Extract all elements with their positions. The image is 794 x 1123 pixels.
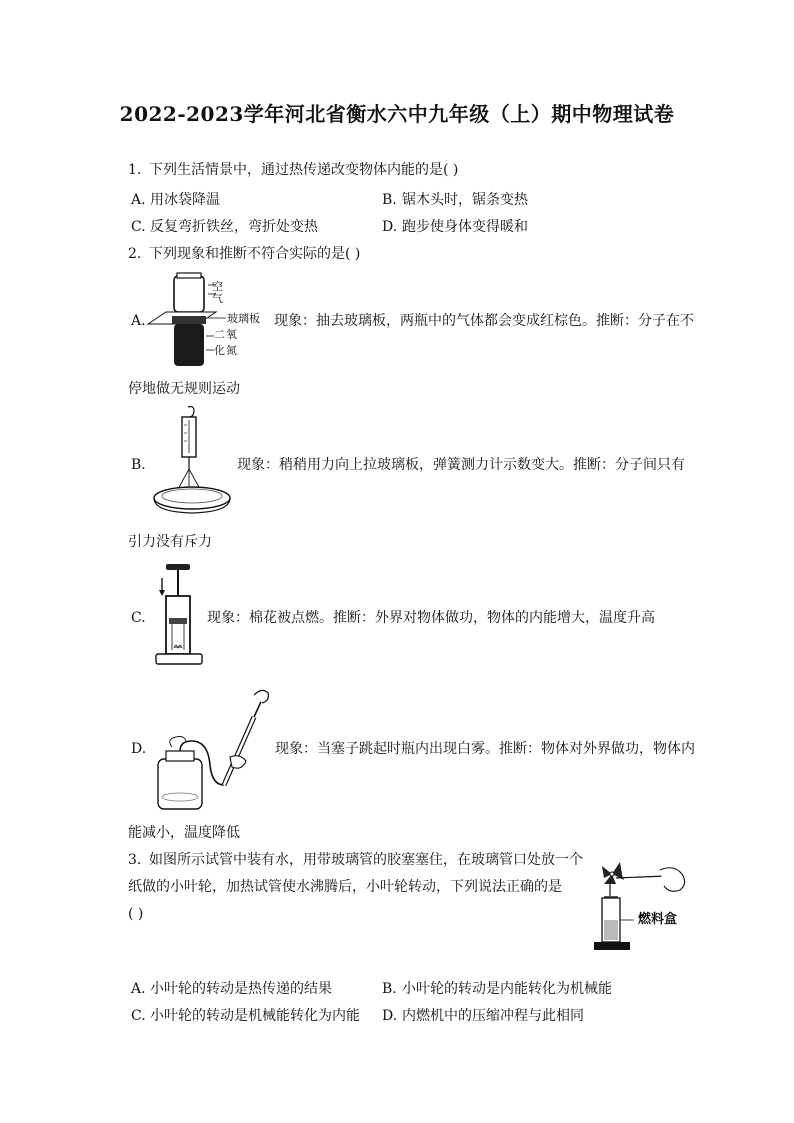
label-yang: 氧 [226,328,237,341]
q2-option-c-text-line1: 现象：棉花被点燃。推断：外界对物体做功，物体的内能增大，温度升高 [207,610,655,626]
bottle-pump-figure [150,685,270,813]
label-kong: 空 [212,280,223,293]
label-dan: 氮 [226,344,237,357]
question-3-stem-line1: 如图所示试管中装有水，用带玻璃管的胶塞塞住，在玻璃管口处放一个 [149,852,583,868]
q1-option-d-text: 跑步使身体变得暖和 [402,219,528,235]
q1-option-c-letter: C. [131,219,146,235]
q2-option-b-text-line2: 引力没有斥力 [128,534,212,550]
fuel-box-label: 燃料盒 [638,912,678,927]
question-2-number: 2. [128,246,142,262]
q1-option-d-letter: D. [382,219,398,235]
test-tube-pinwheel-figure [590,860,696,952]
question-2-stem: 下列现象和推断不符合实际的是( ) [149,246,361,262]
q2-option-a-text-line1: 现象：抽去玻璃板，两瓶中的气体都会变成红棕色。推断：分子在不 [274,313,694,329]
q1-option-a-text: 用冰袋降温 [150,192,220,208]
q3-option-d-letter: D. [382,1008,398,1024]
label-glass-plate: 玻璃板 [227,312,260,325]
q2-option-b-letter: B. [131,457,146,473]
q3-option-a-letter: A. [131,981,146,997]
question-1-stem: 下列生活情景中，通过热传递改变物体内能的是( ) [149,162,459,178]
question-3-stem-line2: 纸做的小叶轮，加热试管使水沸腾后，小叶轮转动，下列说法正确的是 [128,879,562,895]
q3-option-b-letter: B. [382,981,397,997]
q3-option-b-text: 小叶轮的转动是内能转化为机械能 [402,981,612,997]
q2-option-d-text-line2: 能减小，温度降低 [128,825,240,841]
question-3-stem-line3: ( ) [128,906,144,922]
q3-option-c-text: 小叶轮的转动是机械能转化为内能 [150,1008,360,1024]
q1-option-c-text: 反复弯折铁丝，弯折处变热 [150,219,318,235]
question-3-number: 3. [128,852,142,868]
q1-option-b-letter: B. [382,192,397,208]
q2-option-c-letter: C. [131,610,146,626]
q2-option-a-text-line2: 停地做无规则运动 [128,381,240,397]
compression-cylinder-figure [154,562,208,670]
q1-option-b-text: 锯木头时，锯条变热 [402,192,528,208]
q3-option-a-text: 小叶轮的转动是热传递的结果 [150,981,332,997]
label-qi: 气 [212,292,223,305]
page-title: 2022-2023学年河北省衡水六中九年级（上）期中物理试卷 [119,102,675,126]
label-hua: 化 [214,344,225,357]
q3-option-c-letter: C. [131,1008,146,1024]
q3-option-d-text: 内燃机中的压缩冲程与此相同 [402,1008,584,1024]
question-1-number: 1. [128,162,142,178]
q2-option-a-letter: A. [131,313,146,329]
label-er: 二 [214,328,225,341]
q2-option-b-text-line1: 现象：稍稍用力向上拉玻璃板，弹簧测力计示数变大。推断：分子间只有 [237,457,685,473]
q2-option-d-text-line1: 现象：当塞子跳起时瓶内出现白雾。推断：物体对外界做功，物体内 [275,741,695,757]
q2-option-d-letter: D. [131,741,147,757]
spring-scale-figure [152,405,236,517]
diffusion-jars-figure [146,272,272,368]
q1-option-a-letter: A. [131,192,146,208]
